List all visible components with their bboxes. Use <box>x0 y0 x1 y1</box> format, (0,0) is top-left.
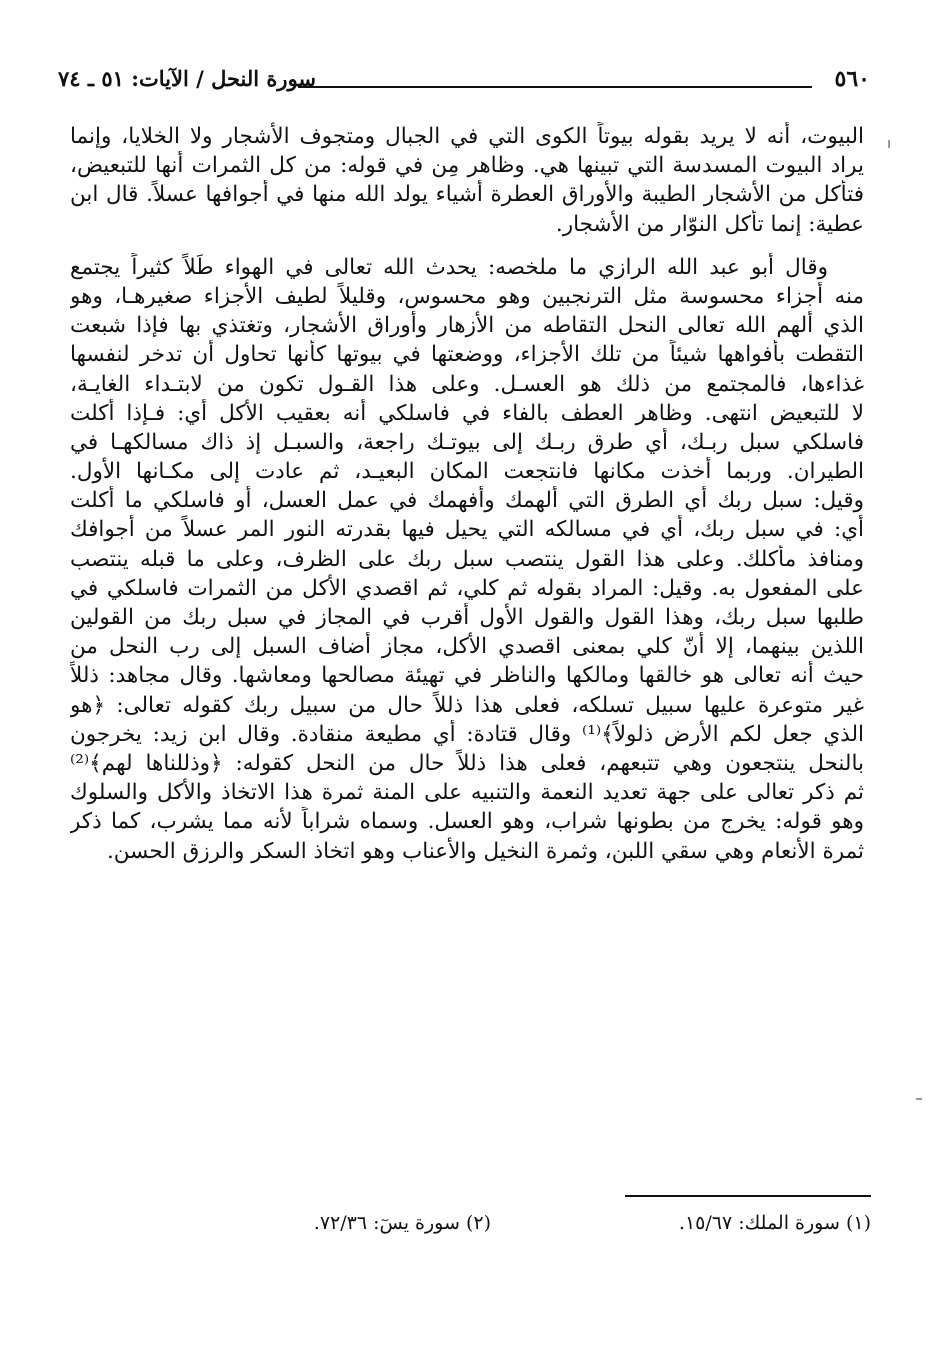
text-line: فتأكل من الأشجار الطيبة والأوراق العطرة أشياء يولد الله منها في أجوافها عسلاً. قال ابن <box>70 182 864 208</box>
footnote-2: (٢) سورة يسٓ: ٧٢/٣٦. <box>313 1212 491 1234</box>
text-line: وقال أبو عبد الله الرازي ما ملخصه: يحدث الله تعالى في الهواء طَلاً كثيراً يجتمع <box>70 254 828 280</box>
body-text <box>70 122 864 866</box>
text-line: الذي جعل لكم الأرض ذلولاً﴾⁽¹⁾ وقال قتادة: أي مطيعة منقادة. وقال ابن زيد: يخرجون <box>70 721 864 747</box>
page-header <box>58 62 870 102</box>
text-line: البيوت، أنه لا يريد بقوله بيوتاً الكوى التي في الجبال ومتجوف الأشجار ولا الخلايا، وإنما <box>70 124 864 149</box>
text-line: على المفعول به. وقيل: المراد بقوله ثم كلي، ثم اقصدي الأكل من الثمرات فاسلكي في <box>70 575 864 601</box>
margin-mark <box>916 1098 922 1100</box>
text-line: عطية: إنما تأكل النوّار من الأشجار. <box>555 211 864 237</box>
text-line: ثم ذكر تعالى على جهة تعديد النعمة والتنبيه على المنة ثمرة هذا الاتخاذ والأكل والسلوك <box>70 780 864 806</box>
text-line: وقيل: سبل ربك أي الطرق التي ألهمك وأفهمك في عمل العسل، أو فاسلكي ما أكلت <box>70 488 864 514</box>
text-line: ثمرة الأنعام وهي سقي اللبن، وثمرة النخيل والأعناب وهو اتخاذ السكر والرزق الحسن. <box>106 838 864 864</box>
text-line: أي: في سبل ربك، أي في مسالكه التي يحيل فيها بقدرته النور المر عسلاً من أجوافك <box>70 517 864 543</box>
paragraph <box>70 253 864 866</box>
text-line: لا للتبعيض انتهى. وظاهر العطف بالفاء في فاسلكي أنه بعقيب الأكل أي: فـإذا أكلت <box>70 400 864 426</box>
text-line: منه أجزاء محسوسة مثل الترنجبين وهو محسوس، وقليلاً لطيف الأجزاء صغيرهـا، وهو <box>70 283 864 309</box>
footnote-1: (١) سورة الملك: ١٥/٦٧. <box>678 1212 871 1234</box>
text-line: وهو قوله: يخرج من بطونها شراب، وهو العسل. وسماه شراباً لأنه مما يشرب، كما ذكر <box>70 809 864 835</box>
running-title: سورة النحل / الآيات: ٥١ ـ ٧٤ <box>58 66 317 91</box>
text-line: حيث أنه تعالى هو خالقها ومالكها والناظر في تهيئة مصالحها ومعاشها. وقال مجاهد: ذللاً <box>70 663 864 689</box>
margin-mark <box>888 140 890 148</box>
text-line: الطيران. وربما أخذت مكانها فانتجعت المكان البعيـد، ثم عادت إلى مكـانها الأول. <box>70 459 864 485</box>
paragraph <box>70 122 864 239</box>
text-line: اللذين بينهما، إلا أنّ كلي بمعنى اقصدي الأكل، مجاز أضاف السبل إلى رب النحل من <box>70 634 864 660</box>
text-line: غذاءها، فالمجتمع من ذلك هو العسـل. وعلى هذا القـول تكون من لابتـداء الغايـة، <box>70 371 864 397</box>
header-rule <box>298 86 812 88</box>
page-number: ٥٦٠ <box>834 66 870 92</box>
text-line: يراد البيوت المسدسة التي تبينها هي. وظاهر مِن في قوله: من كل الثمرات أنها للتبعيض، <box>70 153 864 179</box>
text-line: التقطت بأفواهها شيئاً من تلك الأجزاء، ووضعتها في بيوتها كأنها تحاول أن تدخر لنفسها <box>70 342 864 368</box>
text-line: ومنافذ مأكلك. وعلى هذا القول ينتصب سبل ربك على الظرف، وعلى ما قبله ينتصب <box>70 546 864 572</box>
text-line: غير متوعرة عليها سبيل تسلكه، فعلى هذا ذللاً حال من سبيل ربك كقوله تعالى: ﴿هو <box>70 692 864 718</box>
text-line: بالنحل ينتجعون وهي تتبعهم، فعلى هذا ذللاً حال من النحل كقوله: ﴿وذللناها لهم﴾⁽²⁾ <box>70 750 864 776</box>
text-line: الذي ألهم الله تعالى النحل التقاطه من الأزهار وأوراق الأشجار، وتغتذي بها فإذا شبعت <box>70 313 864 339</box>
footnotes <box>151 1212 871 1242</box>
footnote-rule <box>625 1195 871 1197</box>
text-line: فاسلكي سبل ربـك، أي طرق ربـك إلى بيوتـك راجعة، والسبـل إذ ذاك مسالكهـا في <box>70 429 864 455</box>
text-line: طلبها سبل ربك، وهذا القول والقول الأول أقرب في المجاز في سبل ربك من القولين <box>70 605 864 630</box>
